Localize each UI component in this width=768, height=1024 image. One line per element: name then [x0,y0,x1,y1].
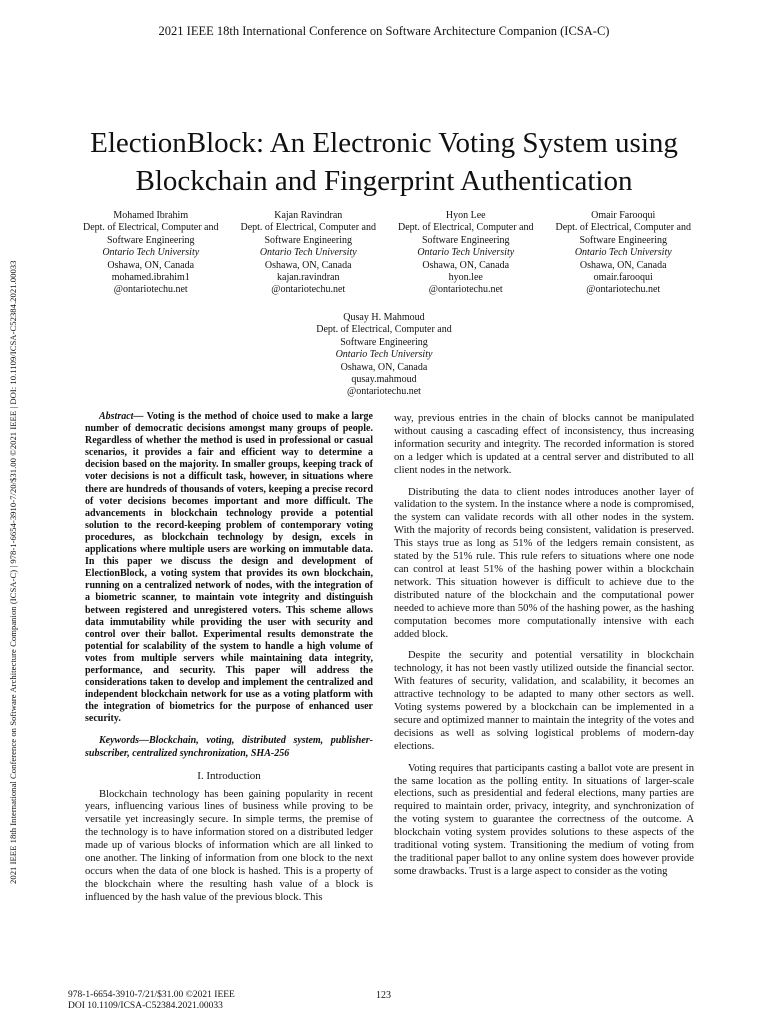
author-university: Ontario Tech University [102,247,200,259]
author-city: Oshawa, ON, Canada [107,259,195,271]
author-dept: Dept. of Electrical, Computer and [240,222,376,234]
left-column [85,411,373,905]
author-city: Oshawa, ON, Canada [340,361,428,373]
footer-doi: DOI 10.1109/ICSA-C52384.2021.00033 [68,1001,223,1011]
author-email: omair.farooqui [593,272,653,284]
conference-header: 2021 IEEE 18th International Conference on Software Architecture Companion (ICSA-C) [158,24,610,38]
author-dept: Software Engineering [579,234,667,246]
body-paragraph: way, previous entries in the chain of blocks cannot be manipulated without causing a cascading effect of inconsistency, thus increasing information security and integrity. The recorded information is stored on a ledger which is updated at a central server and distributed to all client nodes in the network. [394,413,694,476]
author-university: Ontario Tech University [335,349,433,361]
author-email-domain: @ontariotechu.net [347,386,421,398]
footer-copyright [68,990,235,1012]
keywords: Keywords—Blockchain, voting, distributed system, publisher-subscriber, centralized synchronization, SHA-256 [85,735,373,759]
author-email: kajan.ravindran [277,272,340,284]
author-block [72,210,230,297]
author-dept: Software Engineering [340,336,428,348]
author-block [387,210,545,297]
author-dept: Software Engineering [107,234,195,246]
author-university: Ontario Tech University [417,247,515,259]
body-paragraph: Distributing the data to client nodes introduces another layer of validation to the system. In the instance where a node is compromised, the system can validate records with all other nodes in the system. With the majority of records being consistent, validation is preserved. This stays true as long as 51% of the ledgers remain consistent, as stated by the 51% rule. This rule refers to situations where one node can control at least 51% of the hashing power within a blockchain network. This situation however is difficult to achieve due to the distributed nature of the blockchain and the computational power needed to achieve more than 50% of the hashing power, as the hashing computation becomes more computationally intensive with each added block. [394,486,694,640]
page-number: 123 [376,990,391,1001]
author-email: mohamed.ibrahim1 [111,272,190,284]
author-name: Omair Farooqui [591,210,656,221]
right-column [394,413,694,879]
intro-paragraph: Blockchain technology has been gaining popularity in recent years, influencing various lines of business while proving to be versatile yet increasingly secure. In simple terms, the premise of the technology is to have information stored on a distributed ledger made up of various blocks of information which are all linked to one another. The linking of information from one block to the next occurs when the data of one block is hashed. This is a property of the blockchain where the resulting hash value of a block is influenced by the hash value of the previous block. This [85,788,373,903]
author-dept: Dept. of Electrical, Computer and [397,222,534,234]
author-block [294,312,474,399]
author-dept: Dept. of Electrical, Computer and [316,324,452,336]
footer-isbn: 978-1-6654-3910-7/21/$31.00 ©2021 IEEE [68,990,235,1000]
body-paragraph: Despite the security and potential versatility in blockchain technology, it has not been vastly utilized outside the financial sector. With features of security, validation, and scalability, it becomes an attractive technology to be adapted to many other sectors as well. Voting systems powered by a blockchain can be implemented in a secure and optimized manner to maintain the integrity of the votes and decisions as well as solving logistical problems of modern-day elections. [394,650,694,752]
author-name: Mohamed Ibrahim [113,210,189,221]
author-email-domain: @ontariotechu.net [271,284,346,296]
title-line-2: Blockchain and Fingerprint Authentication [135,165,633,197]
author-city: Oshawa, ON, Canada [422,259,510,271]
author-name: Hyon Lee [445,210,486,221]
author-email: qusay.mahmoud [351,374,417,386]
author-dept: Dept. of Electrical, Computer and [82,222,219,234]
section-heading: I. Introduction [197,769,261,782]
author-dept: Software Engineering [264,234,352,246]
author-city: Oshawa, ON, Canada [264,259,352,271]
author-university: Ontario Tech University [574,247,672,259]
author-email-domain: @ontariotechu.net [428,284,503,296]
abstract-body: Voting is the method of choice used to make a large number of democratic decisions amongst many groups of people. Regardless of whether the method is used in professional or casual scenarios, it provides a fair and efficient way to determine a decision based on the majority. In smaller groups, keeping track of voter decisions is not a difficult task, however, in situations where there are hundreds of thousands of voters, keeping a precise record of voter decisions becomes important and more difficult. The advancements in blockchain technology provide a potential solution to the record-keeping problem of contemporary voting procedures, as blockchain technology by design, excels in applications where multiple users are working on immutable data. In this paper we discuss the design and development of ElectionBlock, a voting system that provides its own blockchain, running on a centralized network of nodes, with the integration of a biometric scanner, to maintain vote integrity and distinguish between registered and unregistered voters. This scheme allows data immutability while providing the user with security and control over their ballot. Experimental results demonstrate the potential for scalability of the system to handle a high volume of votes from multiple servers while maintaining data integrity, performance, and security. This paper will address the considerations taken to develop and implement the centralized and independent blockchain network for use as a voting platform with the integration of biometrics for the purpose of enhanced user security. [85,411,373,725]
author-row [72,210,702,297]
abstract-lead: Abstract— [99,411,144,422]
title-line-1: ElectionBlock: An Electronic Voting System using [90,127,678,159]
author-block [230,210,388,297]
author-email: hyon.lee [448,272,483,284]
author-name: Kajan Ravindran [274,210,343,221]
author-city: Oshawa, ON, Canada [579,259,667,271]
paper-title [60,124,708,200]
author-dept: Dept. of Electrical, Computer and [555,222,691,234]
author-email-domain: @ontariotechu.net [113,284,188,296]
author-dept: Software Engineering [422,234,510,246]
author-block [545,210,703,297]
author-university: Ontario Tech University [259,247,357,259]
doi-sidebar: 2021 IEEE 18th International Conference on Software Architecture Companion (ICSA-C) | 978-1-6654-3910-7/20/$31.00 ©2021 IEEE | DOI: 10.1109/ICSA-C52384.2021.00033 [8,260,18,884]
author-name: Qusay H. Mahmoud [343,312,425,323]
abstract [85,411,373,725]
author-email-domain: @ontariotechu.net [586,284,661,296]
body-paragraph: Voting requires that participants casting a ballot vote are present in the same location as the polling entity. In situations of larger-scale elections, such as presidential and federal elections, many parties are required to maintain order, privacy, integrity, and synchronization of the voting system to guarantee the correctness of the outcome. A blockchain voting system provides solutions to these aspects of the traditional voting system. Transitioning the medium of voting from the traditional paper ballot to any online system does however provide some drawbacks. Trust is a large aspect to consider as the voting [394,762,694,877]
